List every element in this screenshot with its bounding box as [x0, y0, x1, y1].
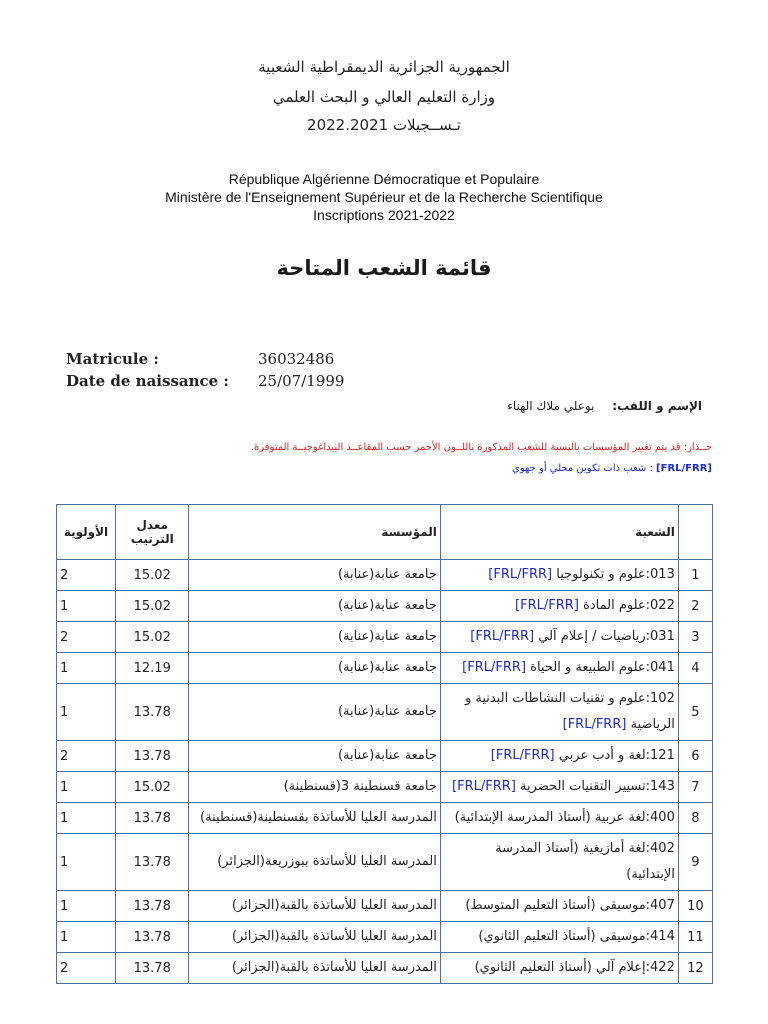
- row-average: 12.19: [116, 653, 189, 684]
- row-num: 5: [678, 684, 712, 741]
- student-name-row: [507, 399, 702, 413]
- row-field-name: 414:موسيقى (أستاذ التعليم الثانوي): [478, 929, 675, 944]
- row-frl-tag: [FRL/FRR]: [515, 598, 579, 613]
- row-average: 13.78: [116, 834, 189, 891]
- row-num: 12: [678, 953, 712, 984]
- row-priority: 1: [57, 834, 116, 891]
- row-institution: جامعة عنابة(عنابة): [189, 653, 440, 684]
- row-num: 3: [678, 622, 712, 653]
- row-frl-tag: [FRL/FRR]: [462, 660, 527, 675]
- header-institution: المؤسسة: [189, 505, 440, 560]
- header-ar-republic: الجمهورية الجزائرية الديمقراطية الشعبية: [258, 58, 510, 76]
- row-priority: 2: [57, 741, 116, 772]
- page-title: قائمة الشعب المتاحة: [276, 256, 492, 280]
- row-field: [440, 953, 678, 984]
- row-average: 13.78: [116, 741, 189, 772]
- row-num: 7: [678, 772, 712, 803]
- row-field: [440, 834, 678, 891]
- row-num: 9: [678, 834, 712, 891]
- row-field: [440, 684, 678, 741]
- table-row: [57, 653, 713, 684]
- header-fr-republic: République Algérienne Démocratique et Populaire: [228, 171, 540, 187]
- row-field-name: 013:علوم و تكنولوجيا: [556, 567, 675, 582]
- row-field: [440, 560, 678, 591]
- row-average: 15.02: [116, 560, 189, 591]
- row-priority: 1: [57, 803, 116, 834]
- row-field: [440, 622, 678, 653]
- table-row: [57, 891, 713, 922]
- dob-label: Date de naissance :: [66, 372, 229, 390]
- row-field: [440, 772, 678, 803]
- row-frl-tag: [FRL/FRR]: [490, 748, 555, 763]
- row-field: [440, 653, 678, 684]
- row-priority: 1: [57, 891, 116, 922]
- row-priority: 1: [57, 591, 116, 622]
- row-field-name: 422:إعلام آلي (أستاذ التعليم الثانوي): [474, 960, 675, 975]
- row-institution: جامعة قسنطينة 3(قسنطينة): [189, 772, 440, 803]
- row-num: 2: [678, 591, 712, 622]
- row-field-name: 022:علوم المادة: [583, 598, 675, 613]
- header-average: معدل الترتيب: [116, 505, 189, 560]
- row-institution: المدرسة العليا للأساتذة بقسنطينة(قسنطينة): [189, 803, 440, 834]
- row-field: [440, 803, 678, 834]
- row-field-name: 031:رياضيات / إعلام آلي: [538, 629, 675, 644]
- table-row: [57, 741, 713, 772]
- row-frl-tag: [FRL/FRR]: [488, 567, 553, 582]
- row-institution: جامعة عنابة(عنابة): [189, 684, 440, 741]
- header-fr-ministry: Ministère de l'Enseignement Supérieur et de la Recherche Scientifique: [165, 189, 603, 205]
- name-value: بوعلي ملاك الهناء: [507, 399, 595, 413]
- frl-legend-text: : شعب ذات تكوين محلي أو جهوي: [512, 463, 657, 474]
- row-average: 13.78: [116, 891, 189, 922]
- row-num: 4: [678, 653, 712, 684]
- row-average: 15.02: [116, 591, 189, 622]
- choices-table: [56, 504, 713, 984]
- row-institution: جامعة عنابة(عنابة): [189, 560, 440, 591]
- row-field: [440, 922, 678, 953]
- row-num: 10: [678, 891, 712, 922]
- row-field: [440, 741, 678, 772]
- frl-legend: [512, 463, 712, 474]
- name-label: الإسم و اللقب:: [612, 399, 702, 413]
- matricule-value: 36032486: [258, 350, 335, 368]
- table-row: [57, 591, 713, 622]
- row-num: 6: [678, 741, 712, 772]
- warning-note: حــذار: قد يتم تغيير المؤسسات بالنسبة للشعب المذكورة باللــون الأحمر حسب المقاعــد البيداغوجيــة المتوفرة.: [250, 442, 712, 453]
- row-field-name: 402:لغة أمازيغية (أستاذ المدرسة الإبتدائية): [495, 841, 675, 882]
- row-num: 1: [678, 560, 712, 591]
- table-row: [57, 560, 713, 591]
- table-header-row: [57, 505, 713, 560]
- row-institution: جامعة عنابة(عنابة): [189, 741, 440, 772]
- row-average: 15.02: [116, 772, 189, 803]
- header-fr-inscriptions: Inscriptions 2021-2022: [313, 207, 455, 223]
- table-row: [57, 772, 713, 803]
- table-row: [57, 834, 713, 891]
- header-ar-inscriptions: تـســجيلات 2022.2021: [307, 116, 461, 134]
- row-field-name: 041:علوم الطبيعة و الحياة: [530, 660, 675, 675]
- row-priority: 2: [57, 622, 116, 653]
- row-institution: المدرسة العليا للأساتذة بالقبة(الجزائر): [189, 953, 440, 984]
- header-priority: الأولوية: [57, 505, 116, 560]
- row-average: 13.78: [116, 684, 189, 741]
- row-institution: جامعة عنابة(عنابة): [189, 591, 440, 622]
- row-average: 13.78: [116, 922, 189, 953]
- row-frl-tag: [FRL/FRR]: [562, 717, 627, 732]
- row-field-name: 102:علوم و تقنيات النشاطات البدنية و الرياضية: [464, 691, 675, 732]
- table-row: [57, 803, 713, 834]
- row-frl-tag: [FRL/FRR]: [452, 779, 516, 794]
- row-num: 8: [678, 803, 712, 834]
- table-row: [57, 684, 713, 741]
- row-priority: 1: [57, 653, 116, 684]
- row-priority: 1: [57, 684, 116, 741]
- dob-value: 25/07/1999: [258, 372, 345, 390]
- row-average: 13.78: [116, 803, 189, 834]
- row-field-name: 121:لغة و أدب عربي: [558, 748, 675, 763]
- frl-legend-tag: [FRL/FRR]: [656, 463, 712, 474]
- row-priority: 2: [57, 953, 116, 984]
- row-institution: جامعة عنابة(عنابة): [189, 622, 440, 653]
- row-institution: المدرسة العليا للأساتذة بالقبة(الجزائر): [189, 922, 440, 953]
- row-field-name: 400:لغة عربية (أستاذ المدرسة الإبتدائية): [454, 810, 675, 825]
- row-institution: المدرسة العليا للأساتذة بالقبة(الجزائر): [189, 891, 440, 922]
- row-average: 15.02: [116, 622, 189, 653]
- matricule-label: Matricule :: [66, 350, 159, 368]
- row-field-name: 143:تسيير التقنيات الحضرية: [520, 779, 675, 794]
- row-field-name: 407:موسيقى (أستاذ التعليم المتوسط): [465, 898, 675, 913]
- table-row: [57, 953, 713, 984]
- header-ar-ministry: وزارة التعليم العالي و البحث العلمي: [272, 88, 496, 106]
- table-row: [57, 622, 713, 653]
- header-field: الشعبة: [440, 505, 678, 560]
- header-num: [678, 505, 712, 560]
- row-field: [440, 591, 678, 622]
- row-institution: المدرسة العليا للأساتذة ببوزريعة(الجزائر): [189, 834, 440, 891]
- row-priority: 1: [57, 922, 116, 953]
- row-field: [440, 891, 678, 922]
- row-num: 11: [678, 922, 712, 953]
- row-priority: 2: [57, 560, 116, 591]
- row-frl-tag: [FRL/FRR]: [470, 629, 535, 644]
- row-average: 13.78: [116, 953, 189, 984]
- row-priority: 1: [57, 772, 116, 803]
- table-row: [57, 922, 713, 953]
